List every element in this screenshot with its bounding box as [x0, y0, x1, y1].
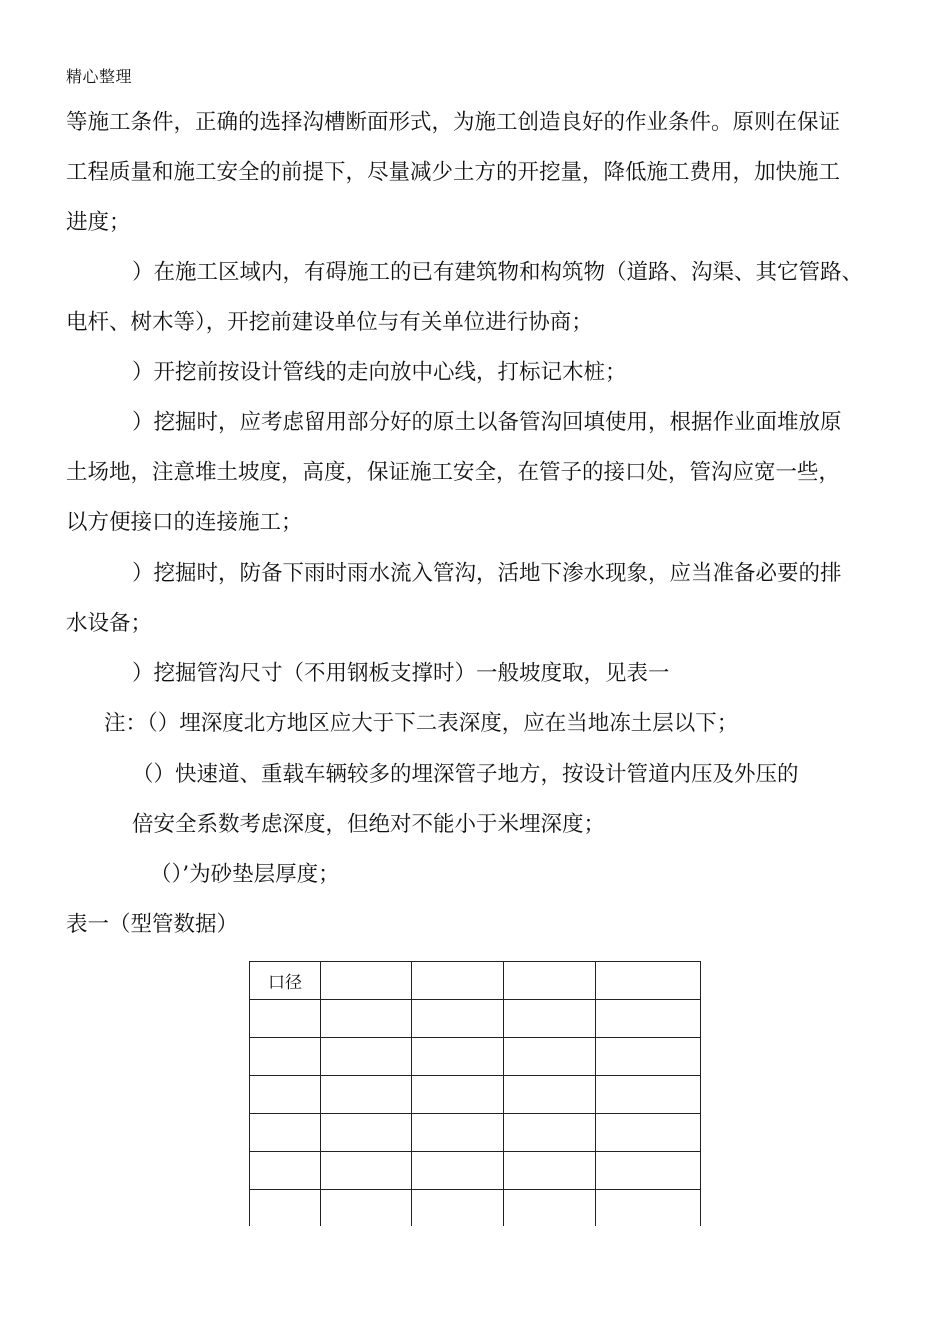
paragraph-line: ）挖掘管沟尺寸（不用钢板支撑时）一般坡度取，见表一: [132, 661, 670, 686]
pipe-data-table: [249, 961, 701, 1226]
paragraph-line: 工程质量和施工安全的前提下，尽量减少土方的开挖量，降低施工费用，加快施工: [66, 160, 841, 185]
table-cell: [596, 1038, 701, 1076]
table-row: [250, 1076, 701, 1114]
note-line: 倍安全系数考虑深度，但绝对不能小于米埋深度；: [132, 812, 606, 837]
note-line: （）’为砂垫层厚度；: [150, 862, 340, 887]
paragraph-line: 进度；: [66, 210, 131, 235]
paragraph-line: ）挖掘时，应考虑留用部分好的原土以备管沟回填使用，根据作业面堆放原: [132, 410, 842, 435]
table-cell: [596, 962, 701, 1000]
table-cell: [504, 962, 596, 1000]
table-cell: 口径: [250, 962, 321, 1000]
table-cell: [504, 1000, 596, 1038]
table-cell: [412, 1076, 504, 1114]
table-cell: [250, 1152, 321, 1190]
table-cell: [596, 1190, 701, 1227]
paragraph-line: ）挖掘时，防备下雨时雨水流入管沟，活地下渗水现象，应当准备必要的排: [132, 561, 842, 586]
table-caption: 表一（型管数据）: [66, 912, 239, 937]
paragraph-line: 电杆、树木等），开挖前建设单位与有关单位进行协商；: [66, 310, 593, 335]
table-cell: [412, 1038, 504, 1076]
table-row: [250, 1114, 701, 1152]
table-row: [250, 1000, 701, 1038]
table-cell: [596, 1152, 701, 1190]
table-cell: [250, 1038, 321, 1076]
table-cell: [596, 1076, 701, 1114]
table-cell: [412, 1114, 504, 1152]
paragraph-line: 土场地，注意堆土坡度，高度，保证施工安全，在管子的接口处，管沟应宽一些，: [66, 460, 841, 485]
table-row: [250, 1152, 701, 1190]
table-cell: [250, 1114, 321, 1152]
paragraph-line: 以方便接口的连接施工；: [66, 510, 303, 535]
page-header: 精心整理: [66, 67, 133, 86]
table-cell: [321, 1076, 412, 1114]
table-cell: [504, 1114, 596, 1152]
paragraph-line: 水设备；: [66, 611, 153, 636]
table-cell: [321, 1190, 412, 1227]
table-row: [250, 1190, 701, 1227]
table-row: [250, 1038, 701, 1076]
table-cell: [504, 1038, 596, 1076]
note-line: 注：（）埋深度北方地区应大于下二表深度，应在当地冻土层以下；: [104, 711, 739, 736]
paragraph-line: 等施工条件，正确的选择沟槽断面形式，为施工创造良好的作业条件。原则在保证: [66, 110, 841, 135]
table-cell: [412, 962, 504, 1000]
table-cell: [321, 1152, 412, 1190]
table-cell: [321, 1114, 412, 1152]
table-cell: [321, 1038, 412, 1076]
table-cell: [250, 1190, 321, 1227]
table-cell: [596, 1114, 701, 1152]
table-cell: [250, 1076, 321, 1114]
table-cell: [321, 962, 412, 1000]
table-cell: [504, 1076, 596, 1114]
table-cell: [504, 1190, 596, 1227]
table-cell: [321, 1000, 412, 1038]
note-line: （）快速道、重载车辆较多的埋深管子地方，按设计管道内压及外压的: [132, 762, 799, 787]
table-cell: [250, 1000, 321, 1038]
table-cell: [412, 1190, 504, 1227]
paragraph-line: ）在施工区域内，有碍施工的已有建筑物和构筑物（道路、沟渠、其它管路、: [132, 260, 864, 285]
paragraph-line: ）开挖前按设计管线的走向放中心线，打标记木桩；: [132, 360, 627, 385]
table-cell: [504, 1152, 596, 1190]
table-row: [250, 962, 701, 1000]
table-cell: [596, 1000, 701, 1038]
table-cell: [412, 1000, 504, 1038]
table-cell: [412, 1152, 504, 1190]
